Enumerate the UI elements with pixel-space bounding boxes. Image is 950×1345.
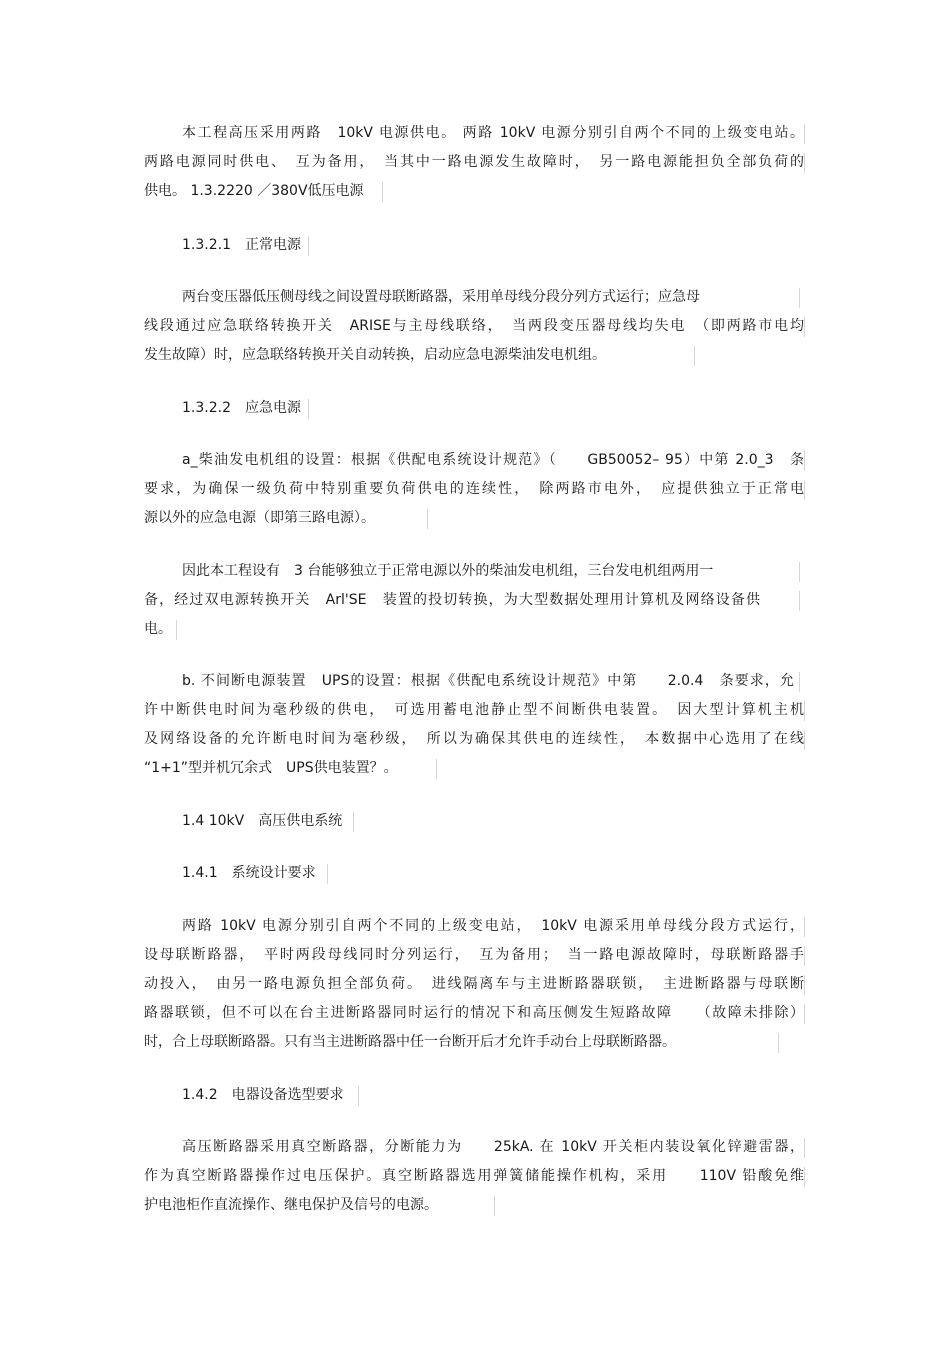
paragraph-1-line: 本工程高压采用两路 10kV 电源供电。 两路 10kV 电源分别引自两个不同的上级变电站。 <box>182 125 804 141</box>
column-rule <box>804 317 805 337</box>
paragraph-1-line: 供电。 1.3.2220 ／380V低压电源 <box>144 183 364 199</box>
section-heading-1-4-2: 1.4.2 电器设备选型要求 <box>182 1087 344 1103</box>
column-rule <box>308 236 309 256</box>
column-rule <box>804 917 805 937</box>
paragraph-2-line: 发生故障）时，应急联络转换开关自动转换，启动应急电源柴油发电机组。 <box>144 347 606 363</box>
column-rule <box>358 1086 359 1106</box>
section-heading-1-3-2-2: 1.3.2.2 应急电源 <box>182 400 301 416</box>
paragraph-3-line: 源以外的应急电源（即第三路电源）。 <box>144 510 375 526</box>
column-rule <box>804 124 805 144</box>
column-rule <box>804 451 805 471</box>
column-rule <box>436 759 437 779</box>
paragraph-6-line: 时，合上母联断路器。只有当主进断路器中任一台断开后才允许手动台上母联断路器。 <box>144 1034 676 1050</box>
column-rule <box>804 1138 805 1158</box>
column-rule <box>804 1167 805 1187</box>
paragraph-5-line: b. 不间断电源装置 UPS的设置：根据《供配电系统设计规范》中第 2.0.4 条要求，允 <box>182 673 794 689</box>
column-rule <box>804 730 805 750</box>
paragraph-2-line: 线段通过应急联络转换开关 ARISE与主母线联络， 当两段变压器母线均失电 （即两路市电均 <box>144 318 804 334</box>
paragraph-7-line: 作为真空断路器操作过电压保护。真空断路器选用弹簧储能操作机构，采用 110V 铅酸免维 <box>144 1168 804 1184</box>
paragraph-4-line: 因此本工程设有 3 台能够独立于正常电源以外的柴油发电机组，三台发电机组两用一 <box>182 563 714 579</box>
column-rule <box>804 480 805 500</box>
column-rule <box>799 672 800 692</box>
column-rule <box>176 620 177 640</box>
section-heading-1-4-1: 1.4.1 系统设计要求 <box>182 865 316 881</box>
paragraph-6-line: 设母联断路器， 平时两段母线同时分列运行， 互为备用； 当一路电源故障时，母联断路器手 <box>144 947 804 963</box>
paragraph-6-line: 路器联锁，但不可以在台主进断路器同时运行的情况下和高压侧发生短路故障 （故障未排除） <box>144 1005 804 1021</box>
paragraph-4-line: 备，经过双电源转换开关 Arl'SE 装置的投切转换，为大型数据处理用计算机及网络设备供 <box>144 592 760 608</box>
column-rule <box>799 288 800 308</box>
column-rule <box>382 182 383 202</box>
paragraph-5-line: “1+1”型并机冗余式 UPS供电装置？。 <box>144 760 398 776</box>
paragraph-7-line: 高压断路器采用真空断路器，分断能力为 25kA. 在 10kV 开关柜内装设氧化锌避雷器， <box>182 1139 804 1155</box>
column-rule <box>804 153 805 173</box>
section-heading-1-4: 1.4 10kV 高压供电系统 <box>182 813 343 829</box>
paragraph-6-line: 两路 10kV 电源分别引自两个不同的上级变电站， 10kV 电源采用单母线分段方式运行， <box>182 918 804 934</box>
paragraph-3-line: 要求，为确保一级负荷中特别重要负荷供电的连续性， 除两路市电外， 应提供独立于正常电 <box>144 481 804 497</box>
paragraph-5-line: 及网络设备的允许断电时间为毫秒级， 所以为确保其供电的连续性， 本数据中心选用了在线 <box>144 731 804 747</box>
column-rule <box>308 399 309 419</box>
column-rule <box>353 812 354 832</box>
column-rule <box>804 946 805 966</box>
column-rule <box>799 591 800 611</box>
paragraph-3-line: a_柴油发电机组的设置：根据《供配电系统设计规范》（ GB50052– 95）中第 2.0_3 条 <box>182 452 804 468</box>
section-heading-1-3-2-1: 1.3.2.1 正常电源 <box>182 237 301 253</box>
paragraph-7-line: 护电池柜作直流操作、继电保护及信号的电源。 <box>144 1197 438 1213</box>
column-rule <box>804 1004 805 1024</box>
column-rule <box>327 864 328 884</box>
column-rule <box>799 562 800 582</box>
column-rule <box>804 975 805 995</box>
paragraph-4-line: 电。 <box>144 621 172 637</box>
paragraph-6-line: 动投入， 由另一路电源负担全部负荷。 进线隔离车与主进断路器联锁， 主进断路器与母联断 <box>144 976 804 992</box>
column-rule <box>694 346 695 366</box>
paragraph-1-line: 两路电源同时供电、 互为备用， 当其中一路电源发生故障时， 另一路电源能担负全部负荷的 <box>144 154 804 170</box>
column-rule <box>804 701 805 721</box>
column-rule <box>427 509 428 529</box>
column-rule <box>778 1033 779 1053</box>
paragraph-2-line: 两台变压器低压侧母线之间设置母联断路器，采用单母线分段分列方式运行；应急母 <box>182 289 700 305</box>
column-rule <box>494 1196 495 1216</box>
paragraph-5-line: 许中断供电时间为毫秒级的供电， 可选用蓄电池静止型不间断供电装置。 因大型计算机主机 <box>144 702 804 718</box>
